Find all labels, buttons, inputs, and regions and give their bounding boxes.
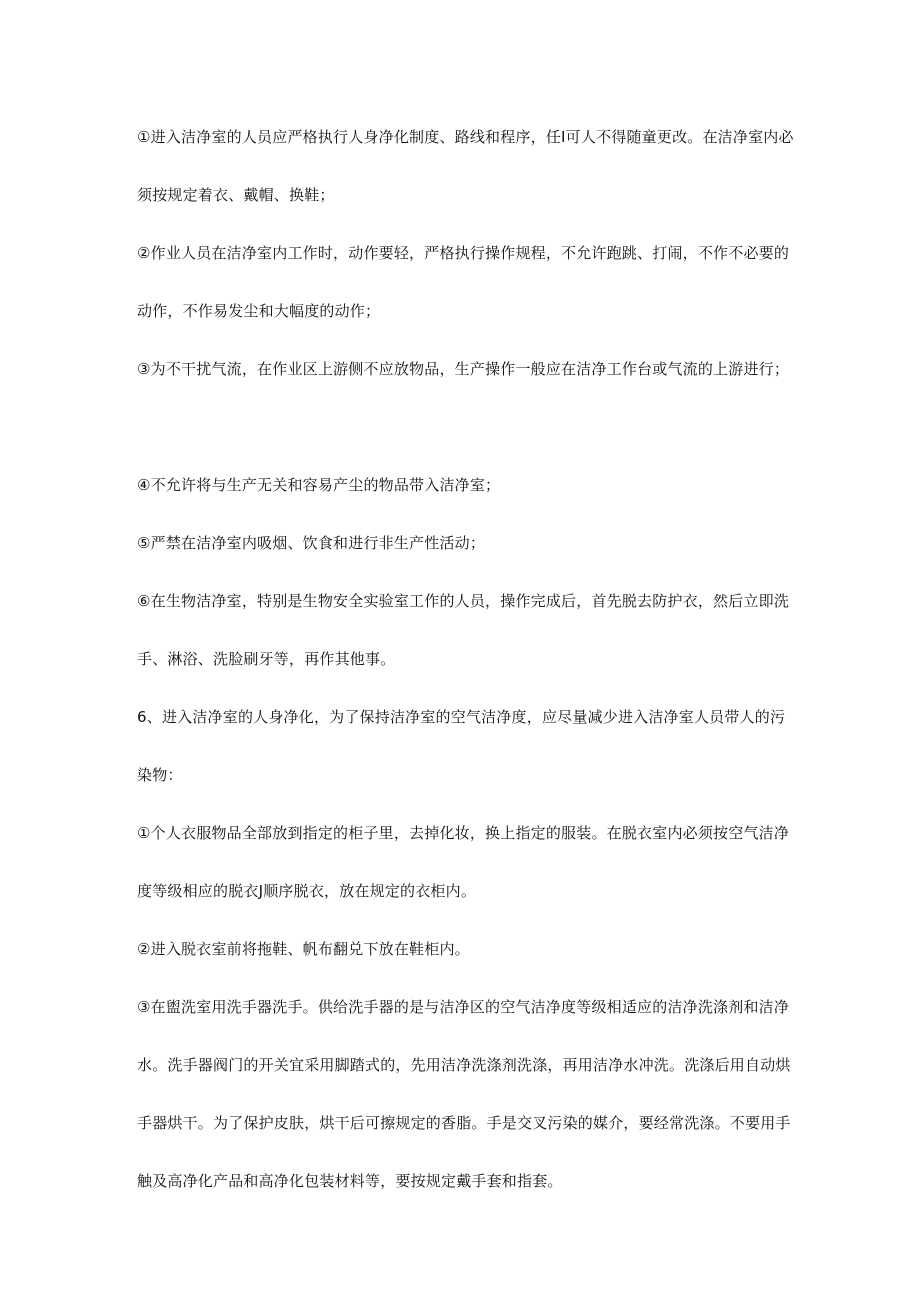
paragraph-step-3: ③在盥洗室用洗手器洗手。供给洗手器的是与洁净区的空气洁净度等级相适应的洁净洗涤剂和洁净水。洗手器阀门的开关宜采用脚踏式的，先用洁净洗涤剂洗涤，再用洁净水冲洗。洗涤后用自动烘手器烘干。为了保护皮肤，烘干后可擦规定的香脂。手是交叉污染的媒介，要经常洗涤。不要用手触及高净化产品和高净化包装材料等，要按规定戴手套和指套。 (137, 998, 791, 1190)
section-heading-6: 6、进入洁净室的人身净化，为了保持洁净室的空气洁净度，应尽量减少进入洁净室人员带人的污染物： (137, 708, 786, 784)
paragraph-step-2: ②进入脱衣室前将拖鞋、帆布翻兑下放在鞋柜内。 (137, 940, 470, 958)
paragraph-rule-4: ④不允许将与生产无关和容易产尘的物品带入洁净室； (137, 476, 501, 494)
paragraph-rule-2: ②作业人员在洁净室内工作时，动作要轻，严格执行操作规程，不允许跑跳、打闹，不作不必要的动作，不作易发尘和大幅度的动作； (137, 244, 790, 320)
paragraph-rule-6: ⑥在生物洁净室，特别是生物安全实验室工作的人员，操作完成后，首先脱去防护衣，然后立即洗手、淋浴、洗脸刷牙等，再作其他事。 (137, 592, 790, 668)
paragraph-rule-1: ①进入洁净室的人员应严格执行人身净化制度、路线和程序，任I可人不得随童更改。在洁净室内必须按规定着衣、戴帽、换鞋； (137, 128, 794, 204)
paragraph-step-1: ①个人衣服物品全部放到指定的柜子里，去掉化妆，换上指定的服装。在脱衣室内必须按空气洁净度等级相应的脱衣J顺序脱衣，放在规定的衣柜内。 (137, 824, 790, 900)
paragraph-rule-5: ⑤严禁在洁净室内吸烟、饮食和进行非生产性活动； (137, 534, 486, 552)
paragraph-rule-3: ③为不干扰气流，在作业区上游侧不应放物品，生产操作一般应在洁净工作台或气流的上游进行； (137, 360, 790, 378)
